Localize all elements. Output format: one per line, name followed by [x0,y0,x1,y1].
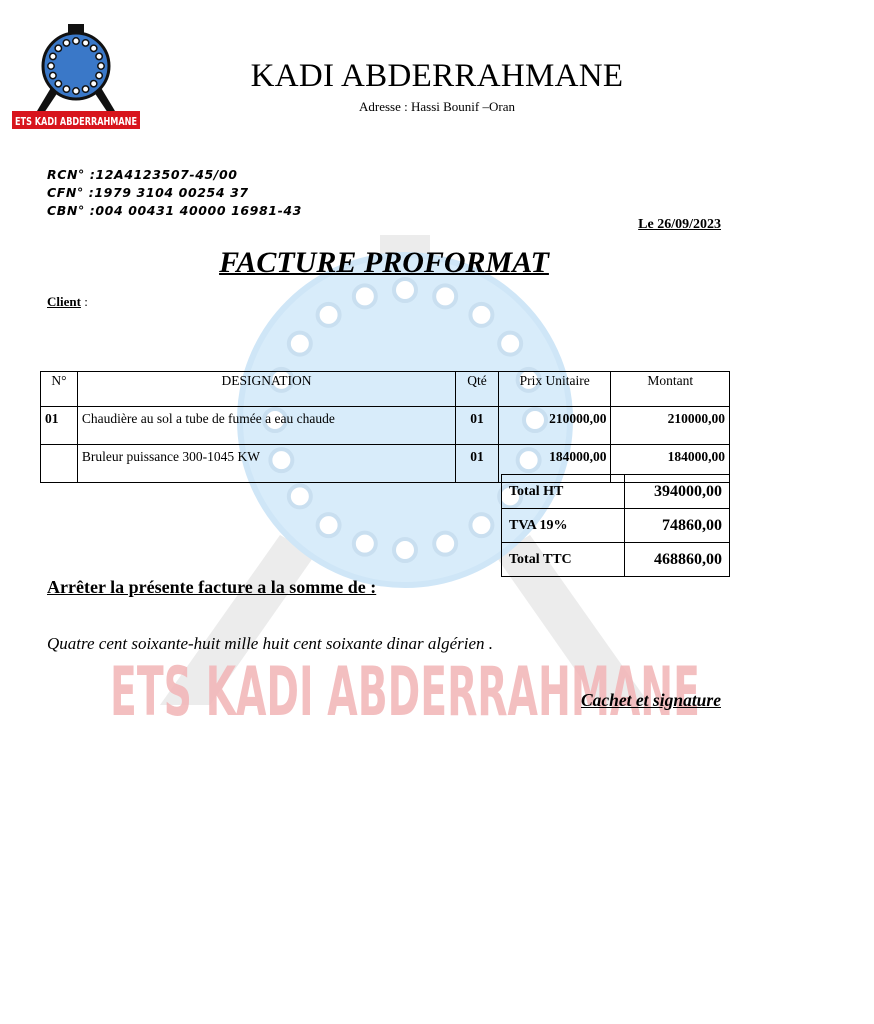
watermark-text: ETS KADI ABDERRAHMANE [110,653,700,732]
row-unit-price: 210000,00 [498,407,611,445]
total-ttc-value: 468860,00 [625,543,730,577]
invoice-title: FACTURE PROFORMAT [219,246,549,279]
bolt-shape [394,279,416,301]
bolt-shape [63,40,69,46]
rcn-number: RCN° :12A4123507-45/00 [47,167,238,182]
amount-in-words: Quatre cent soixante-huit mille huit cent soixante dinar algérien . [47,634,494,653]
signature-label: Cachet et signature [580,690,721,710]
bolt-shape [55,45,61,51]
header-no: N° [41,372,78,407]
header-amount: Montant [611,372,730,407]
row-qty: 01 [456,445,499,483]
bolt-shape [289,485,311,507]
invoice-date: Le 26/09/2023 [638,217,721,232]
bolt-shape [289,333,311,355]
bolt-shape [318,514,340,536]
header-designation: DESIGNATION [77,372,455,407]
bolt-shape [394,539,416,561]
row-unit-price: 184000,00 [498,445,611,483]
total-ttc-row [502,543,730,577]
row-no [41,445,78,483]
bolt-shape [82,40,88,46]
bolt-shape [318,304,340,326]
bolt-shape [470,514,492,536]
client-label: Client [47,294,81,309]
total-ttc-label: Total TTC [502,543,625,577]
items-table [40,371,730,483]
table-row [41,407,730,445]
row-no: 01 [41,407,78,445]
row-amount: 210000,00 [611,407,730,445]
row-designation: Chaudière au sol a tube de fumée a eau chaude [77,407,455,445]
total-ht-value: 394000,00 [625,475,730,509]
total-ht-label: Total HT [502,475,625,509]
logo-text: ETS KADI ABDERRAHMANE [15,115,137,128]
amount-statement: Arrêter la présente facture a la somme de : [47,577,377,597]
bolt-shape [354,533,376,555]
tva-row [502,509,730,543]
header-qty: Qté [456,372,499,407]
tva-label: TVA 19% [502,509,625,543]
client-field [47,294,88,310]
cfn-number: CFN° :1979 3104 00254 37 [47,185,249,200]
header-unit-price: Prix Unitaire [498,372,611,407]
registration-ids [47,166,302,220]
row-amount: 184000,00 [611,445,730,483]
row-qty: 01 [456,407,499,445]
row-designation: Bruleur puissance 300-1045 KW [77,445,455,483]
company-address: Adresse : Hassi Bounif –Oran [359,99,515,114]
total-ht-row [502,475,730,509]
bolt-shape [470,304,492,326]
bolt-shape [73,38,79,44]
bolt-shape [499,333,521,355]
table-header-row [41,372,730,407]
client-separator: : [80,294,88,309]
cbn-number: CBN° :004 00431 40000 16981-43 [47,203,302,218]
bolt-shape [90,45,96,51]
tva-value: 74860,00 [625,509,730,543]
totals-table [501,474,730,577]
bolt-shape [354,285,376,307]
company-name: KADI ABDERRAHMANE [250,58,624,94]
bolt-shape [434,285,456,307]
bolt-shape [434,533,456,555]
